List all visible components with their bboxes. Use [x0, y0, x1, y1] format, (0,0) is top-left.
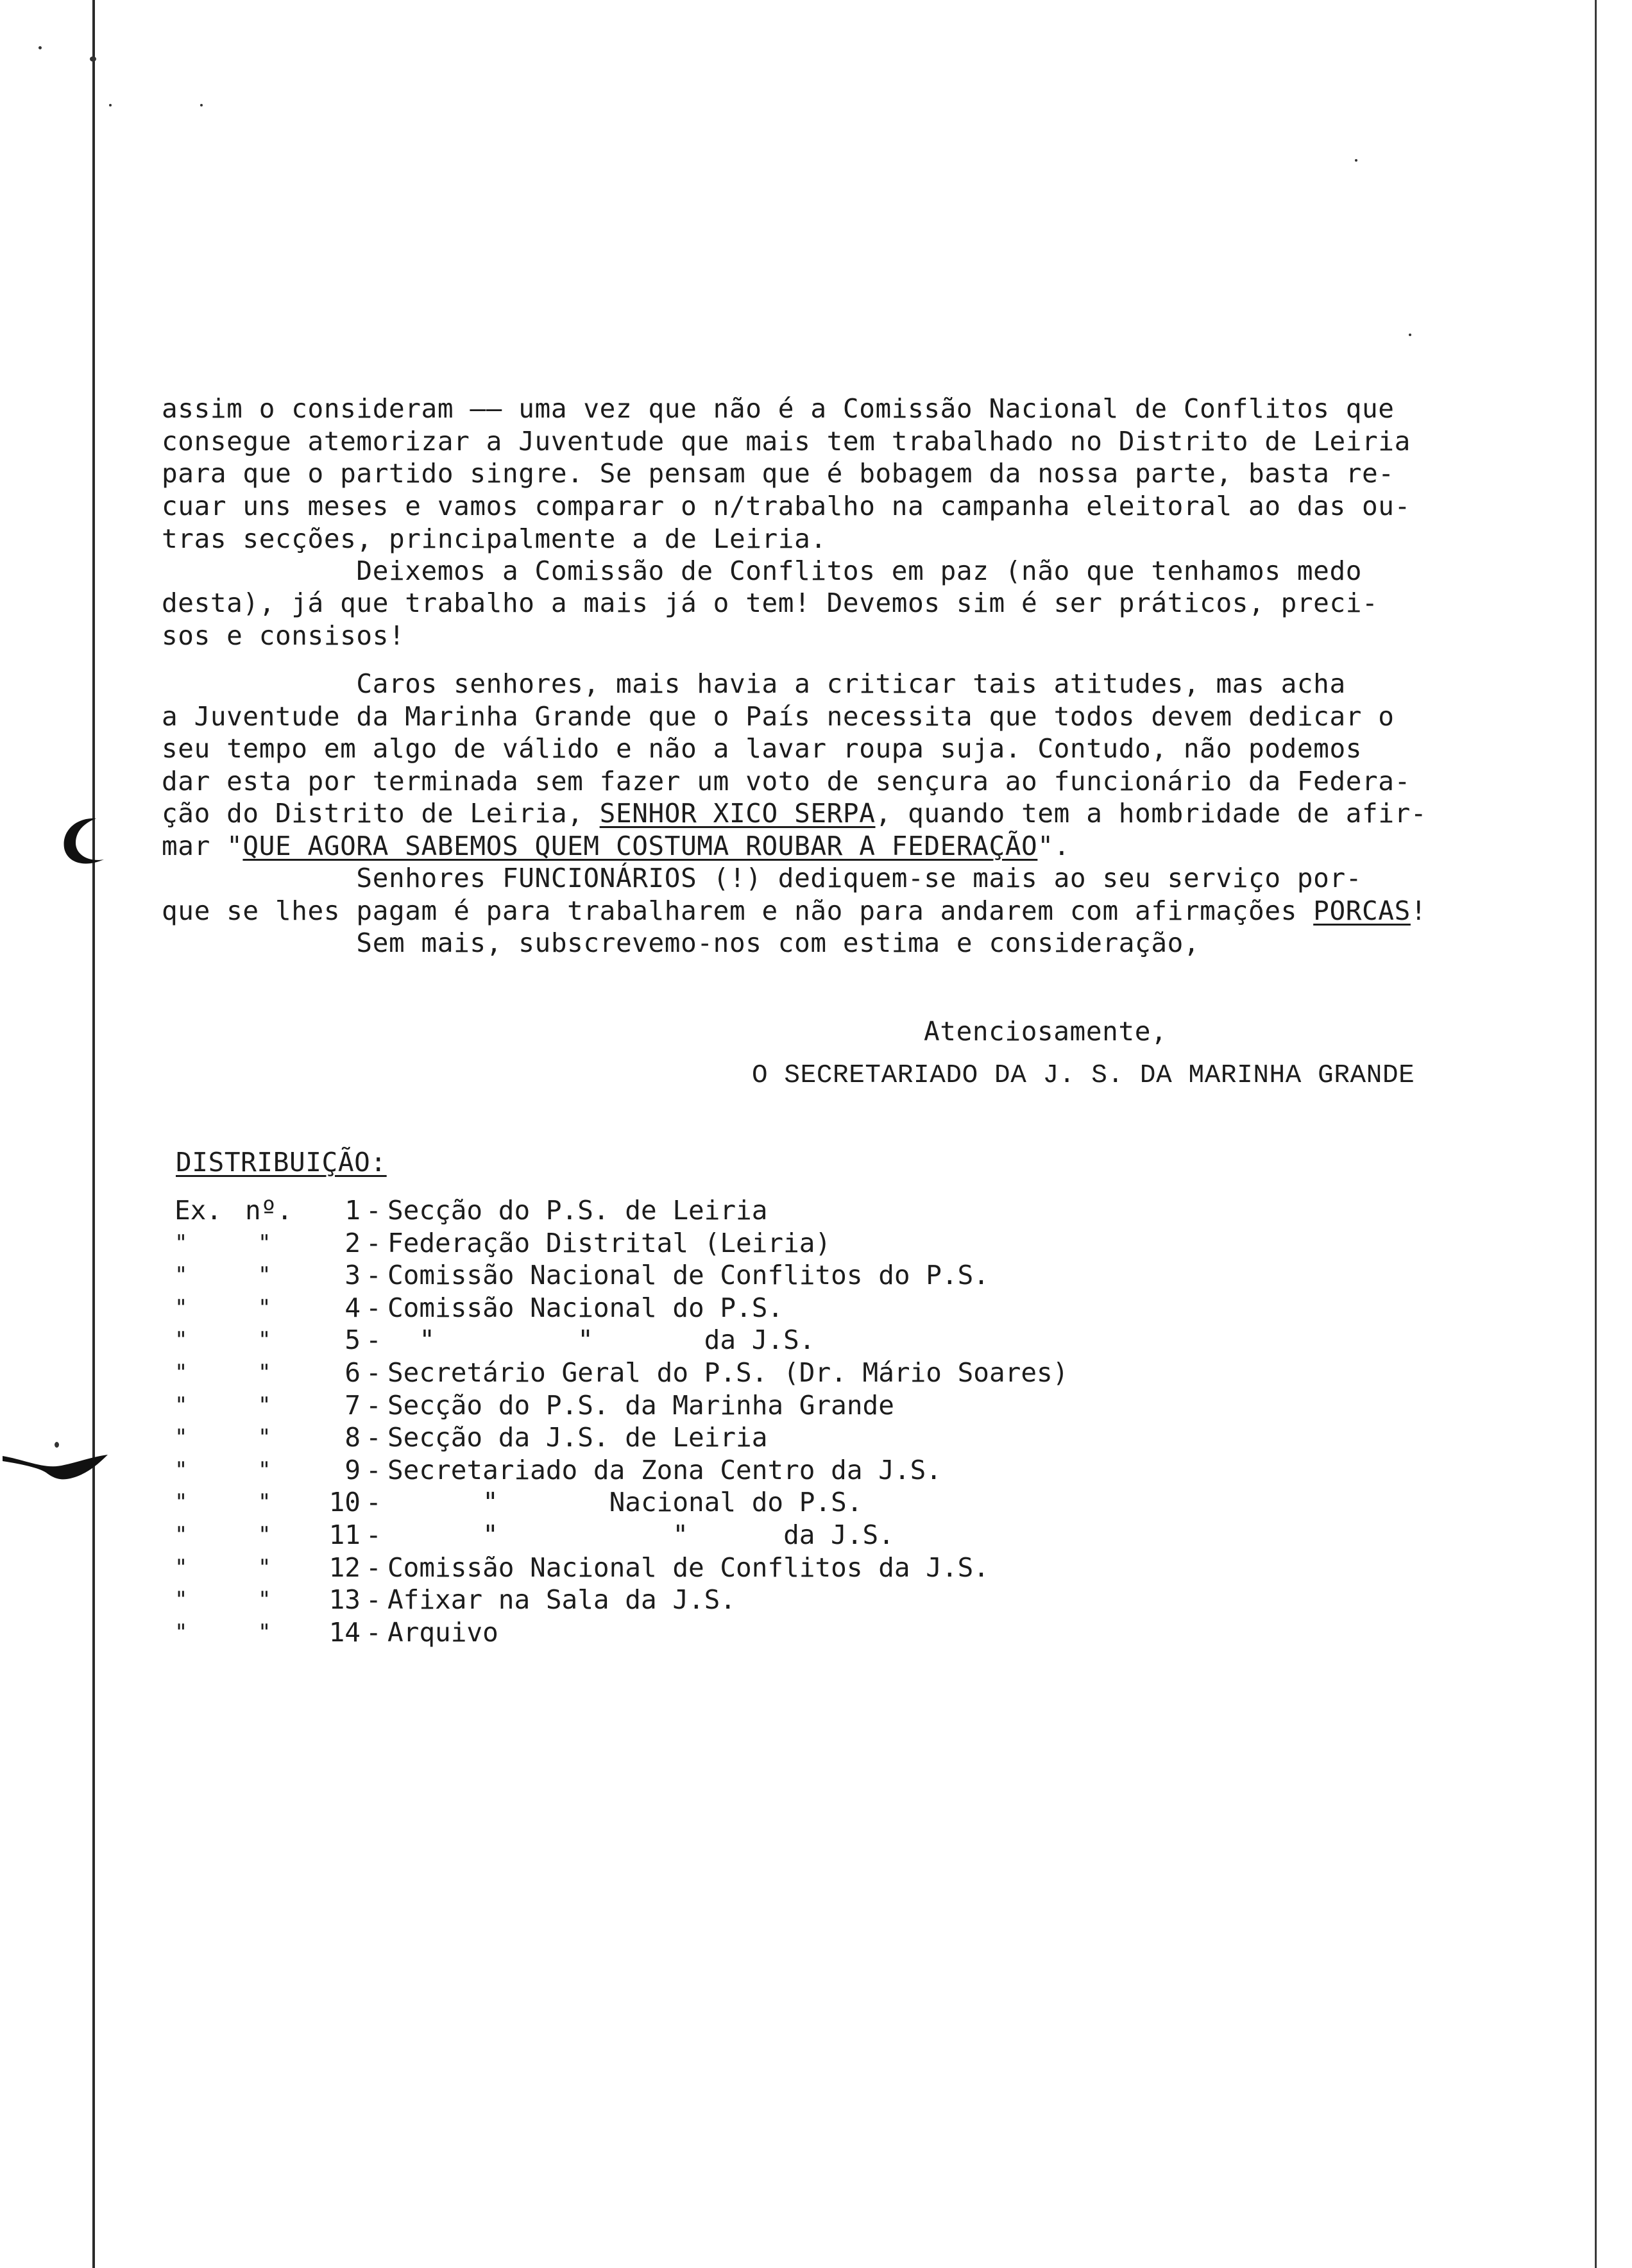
row-prefix-ex: "	[174, 1554, 188, 1580]
recipient: Arquivo	[387, 1616, 498, 1648]
right-page-edge	[1595, 0, 1597, 2268]
recipient: Secção do P.S. de Leiria	[387, 1195, 768, 1226]
recipient: Comissão Nacional do P.S.	[387, 1292, 784, 1323]
recipient: " " da J.S.	[387, 1324, 815, 1356]
recipient: Secção do P.S. da Marinha Grande	[387, 1389, 894, 1421]
letter-line: Sem mais, subscrevemo-nos com estima e consideração,	[162, 927, 1200, 958]
copy-number: 5	[344, 1324, 361, 1356]
row-prefix-ex: "	[174, 1587, 188, 1613]
copy-number: 6	[344, 1357, 361, 1388]
row-prefix-no: "	[258, 1489, 271, 1516]
copy-number: 11	[328, 1519, 361, 1550]
row-dash: -	[366, 1454, 382, 1485]
letter-line: Caros senhores, mais havia a criticar tais atitudes, mas acha	[162, 668, 1346, 699]
row-prefix-ex: "	[174, 1425, 188, 1451]
letter-text: ção do Distrito de Leiria,	[162, 798, 600, 829]
row-prefix-no: "	[258, 1522, 271, 1548]
row-prefix-no: "	[258, 1327, 271, 1353]
recipient: Secretário Geral do P.S. (Dr. Mário Soares)	[387, 1357, 1069, 1388]
letter-line	[162, 830, 1070, 862]
letter-line: tras secções, principalmente a de Leiria.	[162, 523, 827, 554]
copy-number: 4	[344, 1292, 361, 1323]
row-prefix-ex: Ex.	[174, 1195, 223, 1226]
copy-number: 13	[328, 1584, 361, 1616]
row-prefix-ex: "	[174, 1522, 188, 1548]
copy-number: 7	[344, 1389, 361, 1421]
letter-text: mar "	[162, 831, 243, 861]
copy-number: 1	[344, 1195, 361, 1226]
copy-number: 10	[328, 1487, 361, 1518]
copy-number: 3	[344, 1260, 361, 1291]
row-prefix-ex: "	[174, 1360, 188, 1385]
letter-text: !	[1410, 895, 1427, 926]
underlined-word: PORCAS	[1313, 895, 1411, 926]
row-dash: -	[366, 1324, 382, 1356]
letter-line: dar esta por terminada sem fazer um voto de sençura ao funcionário da Federa-	[162, 766, 1411, 797]
letter-line: assim o consideram —— uma vez que não é a Comissão Nacional de Conflitos que	[162, 393, 1395, 424]
letter-line: cuar uns meses e vamos comparar o n/trabalho na campanha eleitoral ao das ou-	[162, 491, 1411, 521]
row-prefix-no: "	[258, 1457, 271, 1483]
row-prefix-ex: "	[174, 1489, 188, 1516]
recipient: Secretariado da Zona Centro da J.S.	[387, 1454, 942, 1485]
copy-number: 12	[328, 1552, 361, 1583]
row-prefix-ex: "	[174, 1392, 188, 1418]
row-dash: -	[366, 1552, 382, 1583]
distribution-title: DISTRIBUIÇÃO:	[176, 1147, 387, 1178]
row-dash: -	[366, 1292, 382, 1323]
scan-speck	[38, 46, 42, 49]
letter-line: sos e consisos!	[162, 620, 405, 651]
letter-line: para que o partido singre. Se pensam que é bobagem da nossa parte, basta re-	[162, 458, 1395, 489]
recipient: " " da J.S.	[387, 1519, 894, 1550]
row-dash: -	[366, 1357, 382, 1388]
scan-speck	[109, 104, 112, 106]
letter-text: ".	[1037, 831, 1070, 861]
copy-number: 8	[344, 1422, 361, 1453]
scan-speck	[90, 56, 96, 62]
scan-speck	[1355, 159, 1357, 162]
scan-artifact-mark-icon	[0, 1432, 115, 1489]
punch-hole-mark-icon	[56, 812, 114, 870]
recipient: " Nacional do P.S.	[387, 1487, 863, 1518]
row-prefix-ex: "	[174, 1327, 188, 1353]
row-dash: -	[366, 1616, 382, 1648]
left-margin-rule	[92, 0, 95, 2268]
letter-line: Senhores FUNCIONÁRIOS (!) dediquem-se mais ao seu serviço por-	[162, 863, 1363, 893]
copy-number: 9	[344, 1454, 361, 1485]
recipient: Comissão Nacional de Conflitos da J.S.	[387, 1552, 989, 1583]
underlined-quote: QUE AGORA SABEMOS QUEM COSTUMA ROUBAR A FEDERAÇÃO	[242, 831, 1038, 861]
underlined-name: SENHOR XICO SERPA	[599, 798, 876, 829]
row-dash: -	[366, 1260, 382, 1291]
row-dash: -	[366, 1487, 382, 1518]
copy-number: 2	[344, 1227, 361, 1258]
row-prefix-no: "	[258, 1425, 271, 1451]
row-prefix-no: "	[258, 1230, 271, 1256]
row-prefix-no: "	[258, 1619, 271, 1645]
letter-line: consegue atemorizar a Juventude que mais tem trabalhado no Distrito de Leiria	[162, 426, 1411, 457]
letter-text: , quando tem a hombridade de afir-	[875, 798, 1427, 829]
row-prefix-no: "	[258, 1262, 271, 1289]
recipient: Comissão Nacional de Conflitos do P.S.	[387, 1260, 989, 1291]
letter-text: que se lhes pagam é para trabalharem e não para andarem com afirmações	[162, 895, 1314, 926]
letter-line: seu tempo em algo de válido e não a lavar roupa suja. Contudo, não podemos	[162, 733, 1363, 764]
recipient: Federação Distrital (Leiria)	[387, 1227, 831, 1258]
recipient: Secção da J.S. de Leiria	[387, 1422, 768, 1453]
row-prefix-no: "	[258, 1294, 271, 1321]
row-dash: -	[366, 1422, 382, 1453]
row-prefix-ex: "	[174, 1262, 188, 1289]
letter-line: Deixemos a Comissão de Conflitos em paz (não que tenhamos medo	[162, 555, 1363, 586]
letter-line	[162, 895, 1427, 927]
signature: O SECRETARIADO DA J. S. DA MARINHA GRANDE	[752, 1061, 1415, 1090]
copy-number: 14	[328, 1616, 361, 1648]
row-prefix-no: "	[258, 1587, 271, 1613]
row-dash: -	[366, 1519, 382, 1550]
row-dash: -	[366, 1584, 382, 1616]
row-prefix-no: "	[258, 1360, 271, 1385]
letter-line: desta), já que trabalho a mais já o tem! Devemos sim é ser práticos, preci-	[162, 588, 1379, 618]
row-prefix-ex: "	[174, 1457, 188, 1483]
recipient: Afixar na Sala da J.S.	[387, 1584, 736, 1616]
row-dash: -	[366, 1389, 382, 1421]
closing: Atenciosamente,	[924, 1016, 1168, 1047]
row-prefix-ex: "	[174, 1619, 188, 1645]
row-prefix-no: nº.	[245, 1195, 293, 1226]
row-prefix-no: "	[258, 1554, 271, 1580]
letter-line: a Juventude da Marinha Grande que o País necessita que todos devem dedicar o	[162, 701, 1395, 732]
row-prefix-no: "	[258, 1392, 271, 1418]
scan-speck	[1409, 334, 1411, 336]
scan-speck	[200, 104, 203, 106]
letter-line	[162, 797, 1427, 829]
row-dash: -	[366, 1227, 382, 1258]
row-prefix-ex: "	[174, 1294, 188, 1321]
row-dash: -	[366, 1195, 382, 1226]
row-prefix-ex: "	[174, 1230, 188, 1256]
